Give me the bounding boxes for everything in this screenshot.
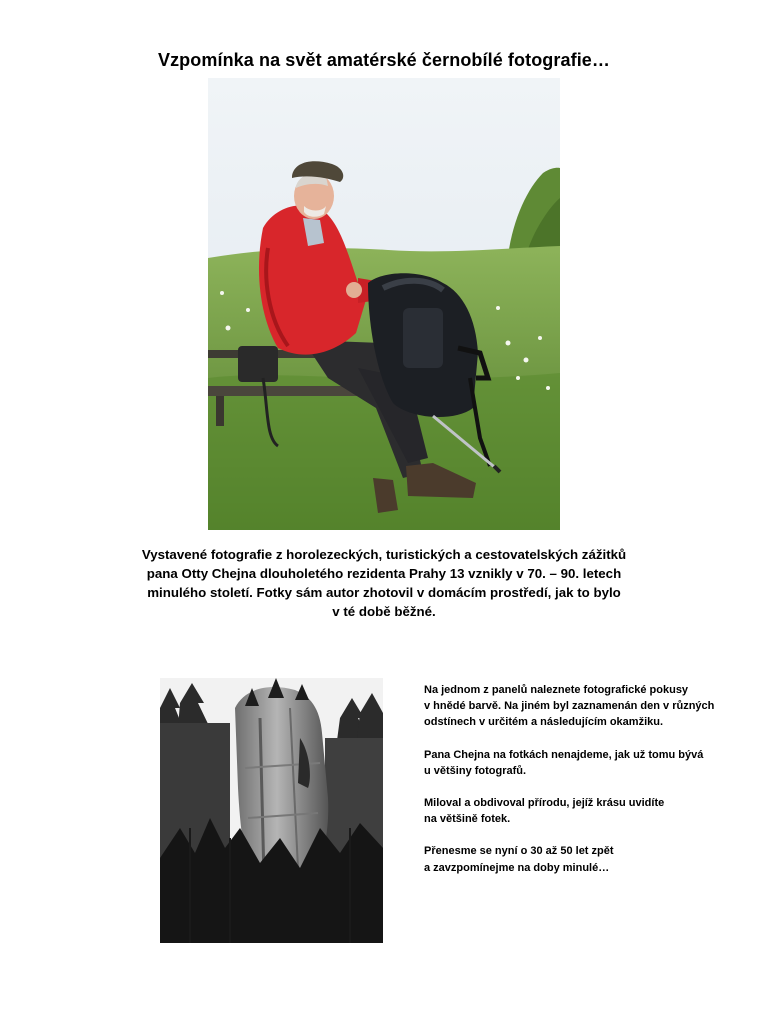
side-line: na většině fotek.: [424, 813, 511, 826]
page-title: Vzpomínka na svět amatérské černobílé fotografie…: [157, 50, 611, 70]
intro-line: minulého století. Fotky sám autor zhotovil v domácím prostředí, jak to bylo: [147, 585, 621, 600]
side-line: a zavzpomínejme na doby minulé…: [424, 861, 610, 874]
side-line: Miloval a obdivoval přírodu, jejíž krásu uvidíte: [424, 797, 665, 810]
intro-line: pana Otty Chejna dlouholetého rezidenta Prahy 13 vznikly v 70. – 90. letech: [146, 566, 622, 581]
side-line: Pana Chejna na fotkách nenajdeme, jak už tomu bývá: [424, 748, 704, 761]
side-text: [424, 682, 744, 892]
side-paragraph: [424, 682, 744, 731]
portrait-photo-icon: [208, 78, 560, 530]
intro-line: Vystavené fotografie z horolezeckých, turistických a cestovatelských zážitků: [141, 547, 627, 562]
side-paragraph: [424, 747, 744, 779]
side-line: v hnědé barvě. Na jiném byl zaznamenán den v různých: [424, 700, 715, 713]
intro-line: v té době běžné.: [332, 604, 436, 619]
side-line: Na jednom z panelů naleznete fotografické pokusy: [424, 684, 689, 696]
side-line: u většiny fotografů.: [424, 764, 527, 777]
portrait-photo: [208, 78, 560, 530]
side-line: Přenesme se nyní o 30 až 50 let zpět: [424, 845, 614, 858]
side-paragraph: [424, 795, 744, 827]
rock-formation-photo-icon: [160, 678, 383, 943]
side-line: odstínech v určitém a následujícím okamžiku.: [424, 716, 664, 729]
side-paragraph: [424, 843, 744, 875]
intro-text: [130, 545, 638, 621]
rock-photo: [160, 678, 383, 943]
